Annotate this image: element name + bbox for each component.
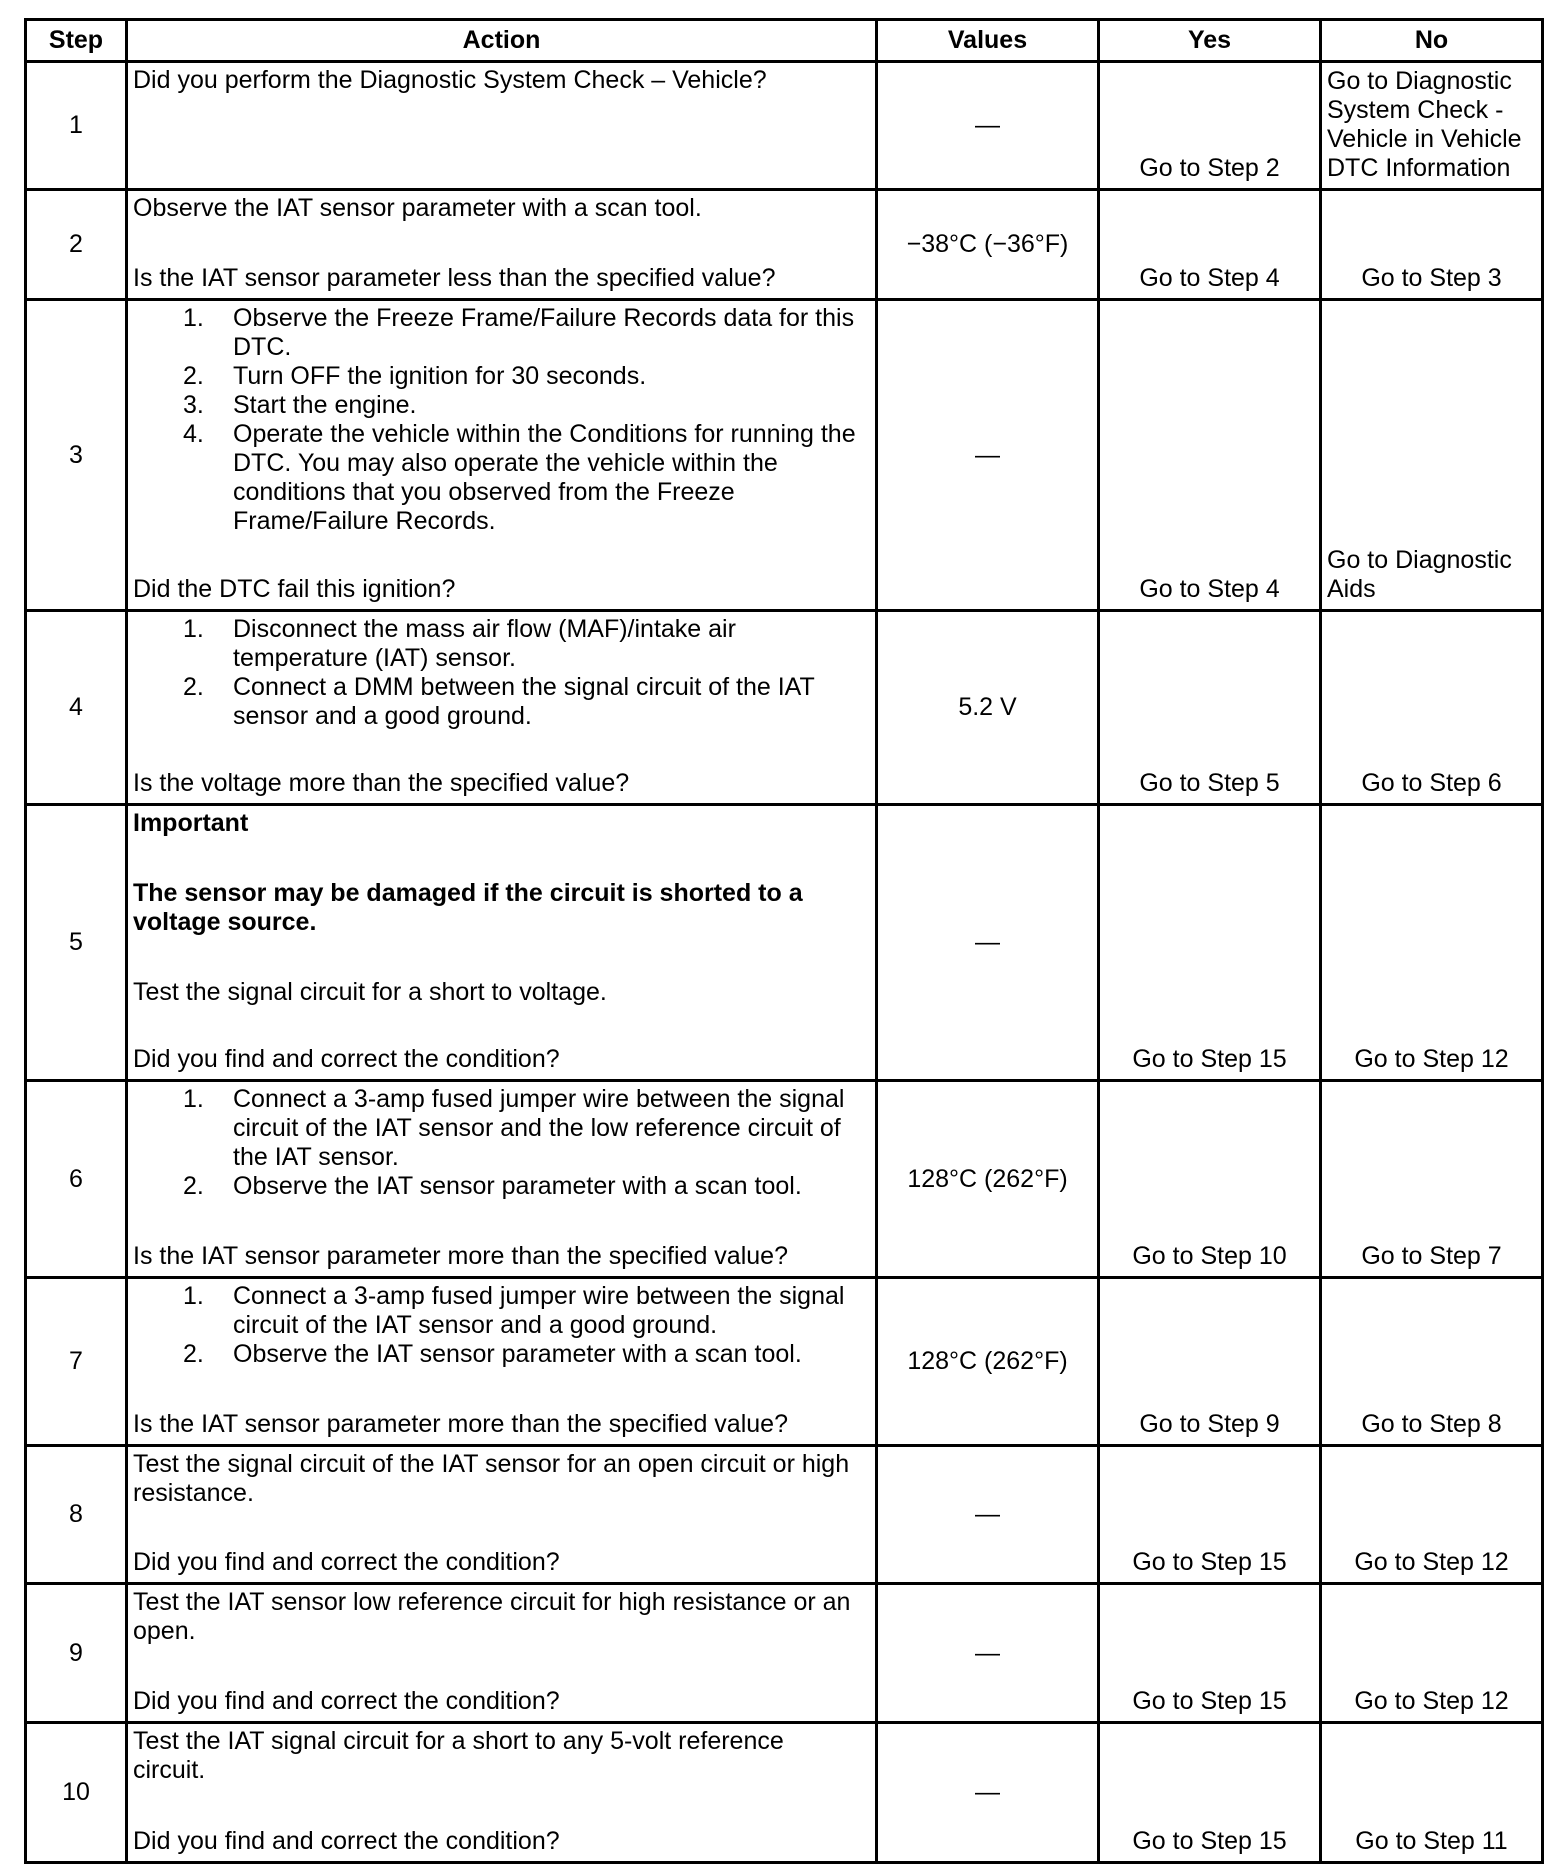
- list-text: Start the engine.: [233, 391, 417, 419]
- action-text: Test the IAT sensor low reference circuit for high resistance or an open.: [133, 1588, 851, 1645]
- yes-text: Go to Step 15: [1132, 1548, 1287, 1576]
- yes-text: Go to Step 2: [1139, 154, 1280, 182]
- no-text: Go to Step 3: [1361, 264, 1502, 292]
- step-number: 2: [27, 191, 125, 298]
- list-number: 1.: [183, 1282, 204, 1310]
- list-text: Connect a 3-amp fused jumper wire between the signal circuit of the IAT sensor and the low reference circuit of the IAT sensor.: [233, 1085, 845, 1171]
- yes-text: Go to Step 4: [1139, 575, 1280, 603]
- action-cell: [128, 806, 875, 1079]
- action-cell: [128, 612, 875, 803]
- list-item: [133, 1085, 873, 1172]
- question-text: Did you find and correct the condition?: [133, 1548, 560, 1576]
- action-cell: [128, 1279, 875, 1444]
- action-text: Test the signal circuit of the IAT sensor for an open circuit or high resistance.: [133, 1450, 850, 1507]
- value-cell: —: [878, 1585, 1097, 1721]
- action-cell: [128, 191, 875, 298]
- no-text: Go to Step 6: [1361, 769, 1502, 797]
- no-text: Go to Step 8: [1361, 1410, 1502, 1438]
- yes-cell: [1100, 806, 1319, 1079]
- action-cell: [128, 1447, 875, 1582]
- no-cell: [1322, 301, 1541, 609]
- value-cell: —: [878, 1724, 1097, 1861]
- question-text: Did you find and correct the condition?: [133, 1827, 560, 1855]
- question-text: Did you find and correct the condition?: [133, 1687, 560, 1715]
- list-text: Observe the Freeze Frame/Failure Records data for this DTC.: [233, 304, 855, 361]
- yes-cell: [1100, 63, 1319, 188]
- no-cell: [1322, 1447, 1541, 1582]
- no-text: Go to Diagnostic Aids: [1327, 546, 1512, 603]
- list-item: [133, 615, 873, 673]
- value-cell: −38°C (−36°F): [878, 191, 1097, 298]
- list-number: 2.: [183, 1172, 204, 1200]
- header-no: No: [1322, 21, 1541, 60]
- value-cell: 128°C (262°F): [878, 1082, 1097, 1276]
- yes-text: Go to Step 15: [1132, 1687, 1287, 1715]
- no-text: Go to Step 12: [1354, 1548, 1509, 1576]
- list-number: 2.: [183, 673, 204, 701]
- yes-cell: [1100, 1082, 1319, 1276]
- list-number: 2.: [183, 362, 204, 390]
- value-cell: 5.2 V: [878, 612, 1097, 803]
- diagnostic-table: [24, 18, 1544, 1864]
- no-cell: [1322, 806, 1541, 1079]
- step-number: 5: [27, 806, 125, 1079]
- list-item: [133, 362, 873, 391]
- yes-text: Go to Step 9: [1139, 1410, 1280, 1438]
- yes-cell: [1100, 191, 1319, 298]
- no-text: Go to Step 7: [1361, 1242, 1502, 1270]
- list-item: [133, 1340, 873, 1369]
- list-text: Connect a 3-amp fused jumper wire between the signal circuit of the IAT sensor and a good ground.: [233, 1282, 845, 1339]
- step-number: 7: [27, 1279, 125, 1444]
- step-number: 10: [27, 1724, 125, 1861]
- yes-text: Go to Step 5: [1139, 769, 1280, 797]
- list-text: Operate the vehicle within the Conditions for running the DTC. You may also operate the vehicle within the conditions that you observed from the Freeze Frame/Failure Records.: [233, 420, 856, 535]
- step-number: 3: [27, 301, 125, 609]
- list-item: [133, 1172, 873, 1201]
- action-cell: [128, 1724, 875, 1861]
- step-number: 6: [27, 1082, 125, 1276]
- yes-text: Go to Step 10: [1132, 1242, 1287, 1270]
- no-text: Go to Step 11: [1355, 1827, 1508, 1855]
- no-text: Go to Diagnostic System Check - Vehicle in Vehicle DTC Information: [1327, 67, 1522, 182]
- list-item: [133, 1282, 873, 1340]
- no-text: Go to Step 12: [1354, 1045, 1509, 1073]
- no-cell: [1322, 1279, 1541, 1444]
- header-step: Step: [27, 21, 125, 60]
- question-text: Is the IAT sensor parameter more than the specified value?: [133, 1242, 788, 1270]
- action-cell: [128, 1082, 875, 1276]
- yes-text: Go to Step 4: [1139, 264, 1280, 292]
- list-text: Turn OFF the ignition for 30 seconds.: [233, 362, 647, 390]
- step-number: 9: [27, 1585, 125, 1721]
- yes-text: Go to Step 15: [1132, 1827, 1287, 1855]
- yes-cell: [1100, 1724, 1319, 1861]
- value-cell: —: [878, 63, 1097, 188]
- step-number: 8: [27, 1447, 125, 1582]
- question-text: Is the voltage more than the specified value?: [133, 769, 630, 797]
- action-text: Test the signal circuit for a short to voltage.: [133, 978, 607, 1006]
- list-item: [133, 304, 873, 362]
- no-cell: [1322, 612, 1541, 803]
- action-cell: [128, 1585, 875, 1721]
- question-text: Is the IAT sensor parameter less than the specified value?: [133, 264, 776, 292]
- question-text: Did the DTC fail this ignition?: [133, 575, 456, 603]
- list-item: [133, 673, 873, 731]
- yes-text: Go to Step 15: [1132, 1045, 1287, 1073]
- action-text: Did you perform the Diagnostic System Check – Vehicle?: [133, 66, 767, 94]
- important-label: Important: [133, 809, 249, 837]
- question-text: Is the IAT sensor parameter more than the specified value?: [133, 1410, 788, 1438]
- list-text: Observe the IAT sensor parameter with a scan tool.: [233, 1340, 802, 1368]
- step-number: 1: [27, 63, 125, 188]
- list-text: Disconnect the mass air flow (MAF)/intake air temperature (IAT) sensor.: [233, 615, 736, 672]
- header-values: Values: [878, 21, 1097, 60]
- yes-cell: [1100, 1447, 1319, 1582]
- list-number: 4.: [183, 420, 204, 448]
- action-cell: [128, 301, 875, 609]
- header-yes: Yes: [1100, 21, 1319, 60]
- list-item: [133, 420, 873, 536]
- list-text: Observe the IAT sensor parameter with a scan tool.: [233, 1172, 802, 1200]
- list-item: [133, 391, 873, 420]
- list-number: 1.: [183, 304, 204, 332]
- list-text: Connect a DMM between the signal circuit of the IAT sensor and a good ground.: [233, 673, 815, 730]
- list-number: 3.: [183, 391, 204, 419]
- value-cell: —: [878, 1447, 1097, 1582]
- action-cell: [128, 63, 875, 188]
- no-cell: [1322, 1082, 1541, 1276]
- important-warning: The sensor may be damaged if the circuit is shorted to a voltage source.: [133, 879, 803, 936]
- no-cell: [1322, 1585, 1541, 1721]
- no-text: Go to Step 12: [1354, 1687, 1509, 1715]
- list-number: 1.: [183, 1085, 204, 1113]
- no-cell: [1322, 191, 1541, 298]
- list-number: 2.: [183, 1340, 204, 1368]
- question-text: Did you find and correct the condition?: [133, 1045, 560, 1073]
- no-cell: [1322, 1724, 1541, 1861]
- value-cell: —: [878, 806, 1097, 1079]
- yes-cell: [1100, 1585, 1319, 1721]
- yes-cell: [1100, 612, 1319, 803]
- value-cell: 128°C (262°F): [878, 1279, 1097, 1444]
- header-action: Action: [128, 21, 875, 60]
- yes-cell: [1100, 1279, 1319, 1444]
- list-number: 1.: [183, 615, 204, 643]
- action-text: Test the IAT signal circuit for a short to any 5-volt reference circuit.: [133, 1727, 784, 1784]
- step-number: 4: [27, 612, 125, 803]
- action-text: Observe the IAT sensor parameter with a scan tool.: [133, 194, 702, 222]
- yes-cell: [1100, 301, 1319, 609]
- no-cell: [1322, 63, 1541, 188]
- value-cell: —: [878, 301, 1097, 609]
